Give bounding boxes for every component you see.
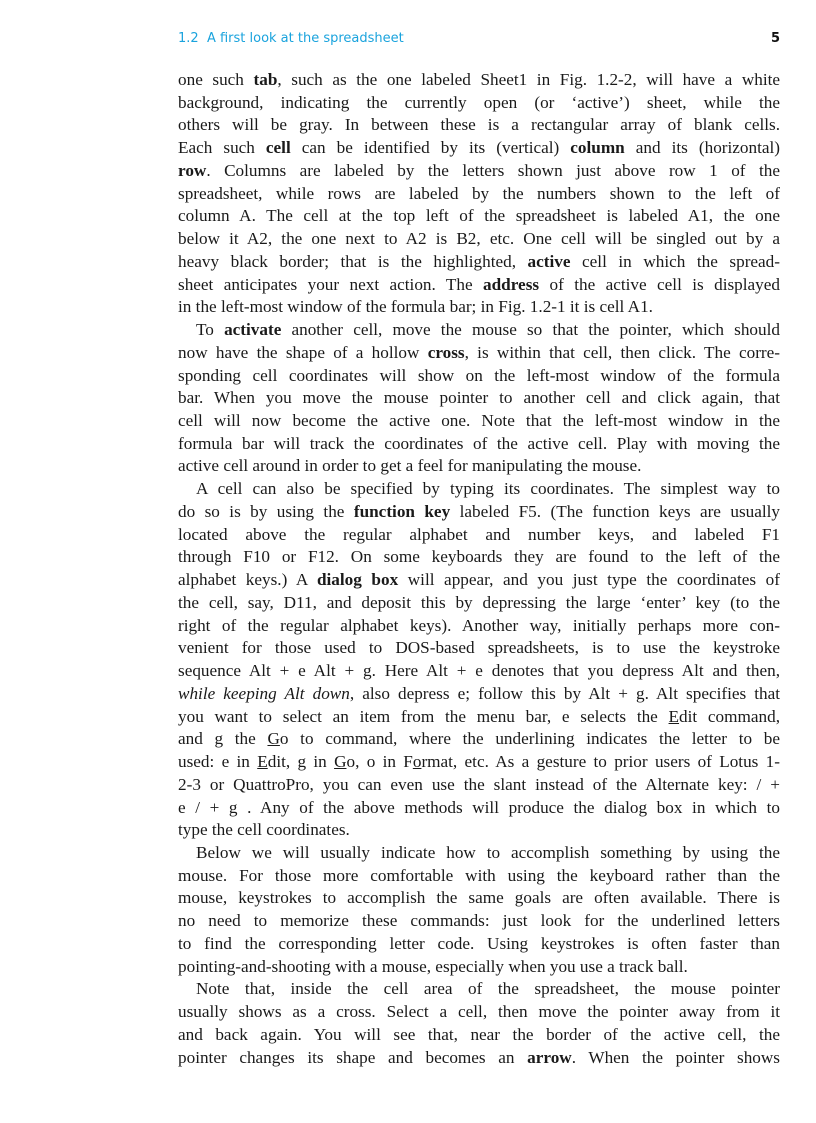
bold-term: dialog box — [316, 570, 399, 590]
section-title: 1.2 A first look at the spreadsheet — [178, 31, 404, 46]
text-line — [178, 774, 780, 797]
text-run: sponding cell coordinates will show on the left-most window of the formula — [178, 365, 780, 385]
text-line — [178, 706, 780, 729]
text-run: pointing-and-shooting with a mouse, especially when you use a track ball. — [178, 956, 688, 976]
text-run: sheet anticipates your next action. The — [178, 274, 484, 294]
text-run: pointer changes its shape and becomes an — [178, 1047, 528, 1067]
italic-text: while keeping Alt down — [178, 683, 350, 703]
text-run: located above the regular alphabet and number keys, and labeled F1 — [178, 524, 780, 544]
text-line — [178, 978, 780, 1001]
text-line — [178, 160, 780, 183]
text-line — [178, 637, 780, 660]
bold-term: function key — [353, 501, 451, 521]
text-run: type the cell coordinates. — [178, 820, 350, 840]
text-line — [178, 501, 780, 524]
text-run: A cell can also be specified by typing its coordinates. The simplest way to — [196, 479, 780, 499]
underlined-letter: o — [412, 752, 422, 772]
text-run: you want to select an item from the menu bar, e selects the — [178, 706, 669, 726]
text-line — [178, 183, 780, 206]
text-run: sequence Alt + e Alt + g. Here Alt + e denotes that you depress Alt and then, — [178, 661, 780, 681]
text-line — [178, 660, 780, 683]
bold-term: cross — [427, 342, 465, 362]
text-run: and its (horizontal) — [624, 138, 781, 158]
text-run: through F10 or F12. On some keyboards they are found to the left of the — [178, 547, 780, 567]
text-line — [178, 1001, 780, 1024]
text-run: in the left-most window of the formula bar; in Fig. 1.2-1 it is cell A1. — [178, 297, 653, 317]
text-line — [178, 592, 780, 615]
text-run: dit command, — [679, 706, 780, 726]
text-run: alphabet keys.) A — [178, 570, 317, 590]
bold-term: active — [527, 251, 571, 271]
text-line — [178, 251, 780, 274]
bold-term: arrow — [527, 1047, 572, 1067]
bold-term: row — [178, 160, 207, 180]
text-run: e / + g . Any of the above methods will produce the dialog box in which to — [178, 797, 780, 817]
text-line — [178, 524, 780, 547]
text-run: active cell around in order to get a feel for manipulating the mouse. — [178, 456, 642, 476]
text-line — [178, 365, 780, 388]
body-text — [178, 69, 780, 1069]
text-run: . Columns are labeled by the letters shown just above row 1 of the — [206, 160, 780, 180]
text-run: spreadsheet, while rows are labeled by the numbers shown to the left of — [178, 183, 780, 203]
text-run: now have the shape of a hollow — [178, 342, 428, 362]
text-line — [178, 319, 780, 342]
text-line — [178, 296, 780, 319]
text-run: no need to memorize these commands: just look for the underlined letters — [178, 911, 780, 931]
bold-term: cell — [265, 138, 291, 158]
text-line — [178, 546, 780, 569]
text-line — [178, 797, 780, 820]
text-line — [178, 683, 780, 706]
text-line — [178, 228, 780, 251]
text-run: cell will now become the active one. Note that the left-most window in the — [178, 411, 780, 431]
text-run: mouse. For those more comfortable with using the keyboard rather than the — [178, 865, 780, 885]
text-run: , is within that cell, then click. The corre- — [464, 342, 780, 362]
text-line — [178, 910, 780, 933]
text-line — [178, 114, 780, 137]
text-run: o to command, where the underlining indicates the letter to be — [279, 729, 780, 749]
text-run: the cell, say, D11, and deposit this by depressing the large ‘enter’ key (to the — [178, 592, 780, 612]
text-run: venient for those used to DOS-based spreadsheets, is to use the keystroke — [178, 638, 780, 658]
text-run: . When the pointer shows — [571, 1047, 780, 1067]
bold-term: activate — [224, 320, 282, 340]
text-run: rmat, etc. As a gesture to prior users of Lotus 1- — [421, 752, 780, 772]
text-run: bar. When you move the mouse pointer to another cell and click again, that — [178, 388, 780, 408]
text-run: cell in which the spread- — [570, 251, 780, 271]
text-run: right of the regular alphabet keys). Another way, initially perhaps more con- — [178, 615, 780, 635]
text-run: To — [196, 320, 225, 340]
text-run: one such — [178, 70, 254, 89]
text-line — [178, 69, 780, 92]
text-run: mouse, keystrokes to accomplish the same goals are often available. There is — [178, 888, 780, 908]
text-run: others will be gray. In between these is a rectangular array of blank cells. — [178, 115, 780, 135]
text-line — [178, 410, 780, 433]
text-run: and back again. You will see that, near the border of the active cell, the — [178, 1024, 780, 1044]
text-line — [178, 865, 780, 888]
paragraph — [178, 69, 780, 319]
text-run: labeled F5. (The function keys are usually — [450, 501, 780, 521]
underlined-letter: G — [267, 729, 280, 749]
bold-term: column — [570, 138, 625, 158]
text-line — [178, 842, 780, 865]
text-line — [178, 569, 780, 592]
text-line — [178, 342, 780, 365]
text-run: Each such — [178, 138, 266, 158]
text-line — [178, 751, 780, 774]
text-run: do so is by using the — [178, 501, 354, 521]
text-run: o, o in F — [346, 752, 413, 772]
text-line — [178, 387, 780, 410]
text-run: of the active cell is displayed — [539, 274, 780, 294]
underlined-letter: E — [668, 706, 680, 726]
text-run: dit, g in — [267, 752, 335, 772]
paragraph — [178, 842, 780, 978]
text-run: column A. The cell at the top left of the spreadsheet is labeled A1, the one — [178, 206, 780, 226]
text-run: heavy black border; that is the highlighted, — [178, 251, 528, 271]
text-line — [178, 956, 780, 979]
text-line — [178, 205, 780, 228]
text-line — [178, 433, 780, 456]
text-run: usually shows as a cross. Select a cell, then move the pointer away from it — [178, 1002, 780, 1022]
text-run: another cell, move the mouse so that the pointer, which should — [281, 320, 780, 340]
text-run: will appear, and you just type the coordinates of — [398, 570, 780, 590]
text-run: background, indicating the currently open (or ‘active’) sheet, while the — [178, 92, 780, 112]
text-line — [178, 1024, 780, 1047]
text-run: 2-3 or QuattroPro, you can even use the slant instead of the Alternate key: / + — [178, 774, 780, 794]
text-line — [178, 819, 780, 842]
text-line — [178, 274, 780, 297]
text-run: Note that, inside the cell area of the spreadsheet, the mouse pointer — [196, 979, 780, 999]
bold-term: address — [483, 274, 540, 294]
page-number: 5 — [770, 31, 780, 46]
bold-term: tab — [253, 70, 278, 89]
text-line — [178, 933, 780, 956]
paragraph — [178, 978, 780, 1069]
text-run: and g the — [178, 729, 268, 749]
text-run: used: e in — [178, 752, 258, 772]
text-line — [178, 887, 780, 910]
underlined-letter: E — [257, 752, 268, 772]
text-line — [178, 137, 780, 160]
text-line — [178, 1047, 780, 1070]
text-line — [178, 92, 780, 115]
text-run: Below we will usually indicate how to accomplish something by using the — [196, 842, 780, 862]
text-run: formula bar will track the coordinates of the active cell. Play with moving the — [178, 433, 780, 453]
text-line — [178, 478, 780, 501]
text-line — [178, 615, 780, 638]
running-header — [178, 31, 780, 51]
text-run: below it A2, the one next to A2 is B2, etc. One cell will be singled out by a — [178, 229, 780, 249]
text-line — [178, 455, 780, 478]
paragraph — [178, 319, 780, 478]
underlined-letter: G — [334, 752, 347, 772]
text-run: , also depress e; follow this by Alt + g. Alt specifies that — [349, 683, 781, 703]
text-run: can be identified by its (vertical) — [290, 138, 571, 158]
text-run: , such as the one labeled Sheet1 in Fig. 1.2-2, will have a white — [277, 70, 780, 89]
text-run: to find the corresponding letter code. Using keystrokes is often faster than — [178, 933, 780, 953]
paragraph — [178, 478, 780, 842]
text-line — [178, 728, 780, 751]
